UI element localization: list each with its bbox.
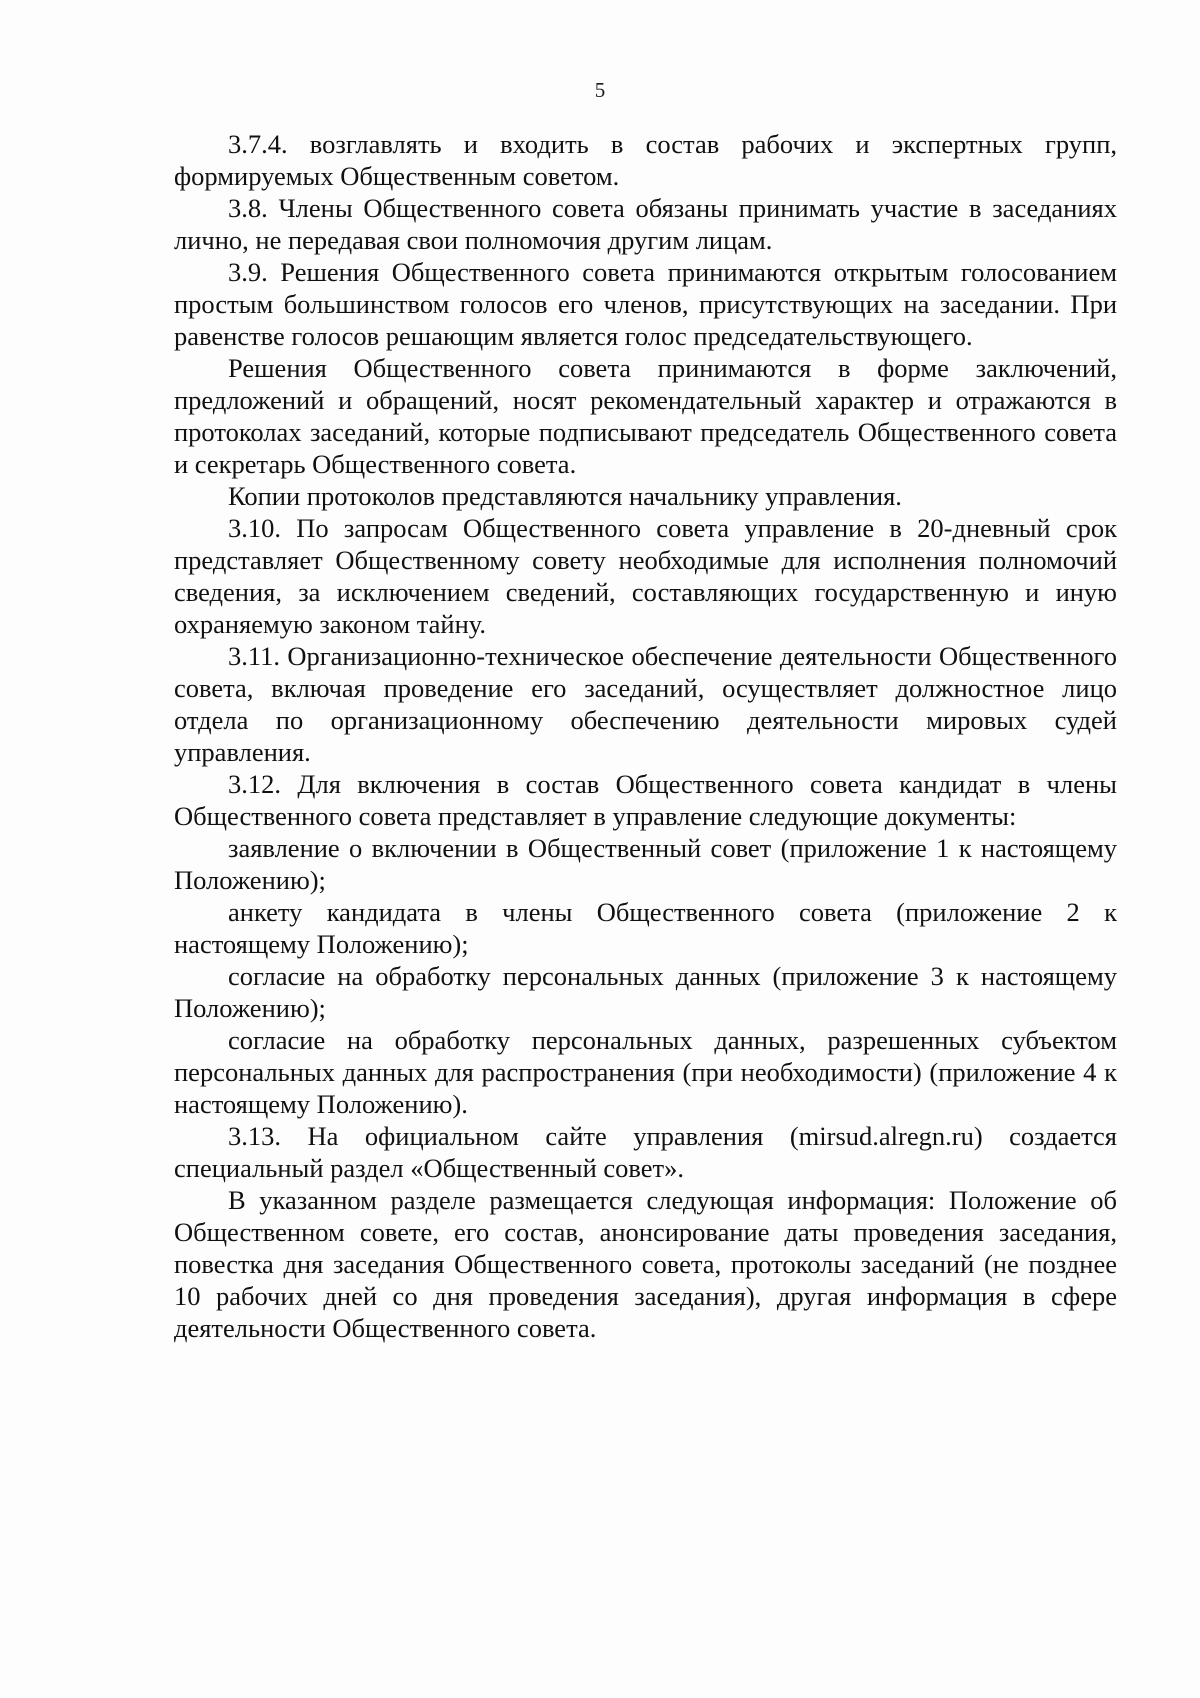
list-item-distribution-consent: согласие на обработку персональных данных, разрешенных субъектом персональных данных для распространения (при необходимости) (приложение 4 к настоящему Положению). [174, 1025, 1117, 1119]
paragraph-decisions-form: Решения Общественного совета принимаются в форме заключений, предложений и обращений, носят рекомендательный характер и отражаются в протоколах заседаний, которые подписывают председатель Общественного совета и секретарь Общественного совета. [174, 353, 1117, 479]
list-item-data-consent: согласие на обработку персональных данных (приложение 3 к настоящему Положению); [174, 961, 1117, 1023]
paragraph-3-11: 3.11. Организационно-техническое обеспечение деятельности Общественного совета, включая проведение его заседаний, осуществляет должностное лицо отдела по организационному обеспечению деятельности мировых судей управления. [174, 641, 1117, 767]
paragraph-website-info: В указанном разделе размещается следующая информация: Положение об Общественном совете, его состав, анонсирование даты проведения заседания, повестка дня заседания Общественного совета, протоколы заседаний (не позднее 10 рабочих дней со дня проведения заседания), другая информация в сфере деятельности Общественного совета. [174, 1185, 1117, 1343]
page-number: 5 [594, 78, 606, 102]
paragraph-3-8: 3.8. Члены Общественного совета обязаны принимать участие в заседаниях лично, не передавая свои полномочия другим лицам. [174, 193, 1117, 255]
list-item-questionnaire: анкету кандидата в члены Общественного совета (приложение 2 к настоящему Положению); [174, 897, 1117, 959]
paragraph-3-9: 3.9. Решения Общественного совета принимаются открытым голосованием простым большинством голосов его членов, присутствующих на заседании. При равенстве голосов решающим является голос председательствующего. [174, 257, 1117, 351]
document-body [174, 128, 1117, 1344]
paragraph-protocol-copies: Копии протоколов представляются начальнику управления. [228, 481, 902, 511]
paragraph-3-12: 3.12. Для включения в состав Общественного совета кандидат в члены Общественного совета представляет в управление следующие документы: [174, 769, 1117, 831]
paragraph-3-13: 3.13. На официальном сайте управления (mirsud.alregn.ru) создается специальный раздел «Общественный совет». [174, 1121, 1117, 1183]
paragraph-3-7-4: 3.7.4. возглавлять и входить в состав рабочих и экспертных групп, формируемых Общественным советом. [174, 129, 1117, 191]
paragraph-3-10: 3.10. По запросам Общественного совета управление в 20-дневный срок представляет Общественному совету необходимые для исполнения полномочий сведения, за исключением сведений, составляющих государственную и иную охраняемую законом тайну. [174, 513, 1117, 639]
list-item-application: заявление о включении в Общественный совет (приложение 1 к настоящему Положению); [174, 833, 1117, 895]
